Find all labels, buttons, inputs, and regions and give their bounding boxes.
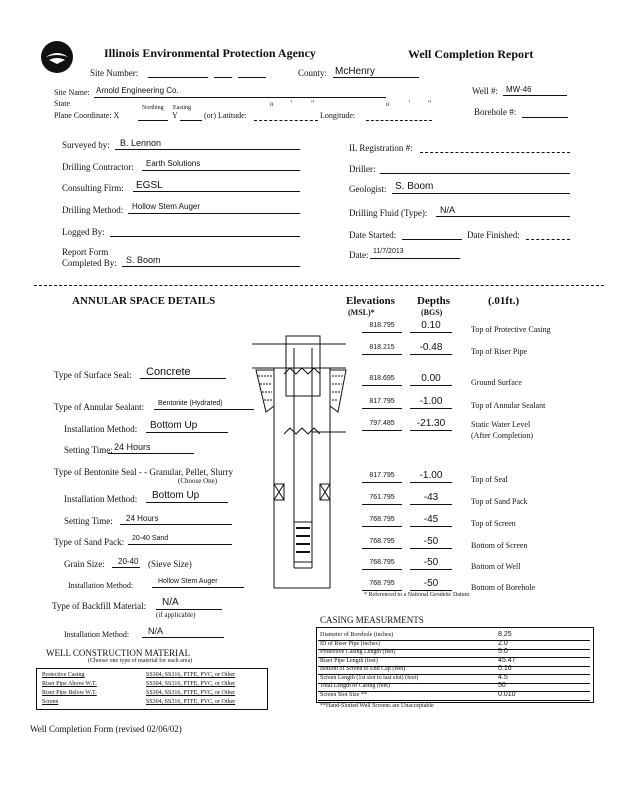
degree-mark-1: o xyxy=(270,100,274,108)
casing-row-label: Bottom of Screen to End Cap (feet) xyxy=(320,666,406,672)
elevations-sub: (MSL)* xyxy=(348,308,375,317)
install-method-value-1: Bottom Up xyxy=(150,420,198,431)
drilling-fluid-value: N/A xyxy=(440,205,456,215)
casing-row-value: 0.010 xyxy=(498,690,516,698)
row-label: Top of Seal xyxy=(471,475,508,484)
setting-time-value-2: 24 Hours xyxy=(126,514,159,523)
state-label: State xyxy=(54,99,70,108)
row-elevation: 768.795 xyxy=(369,559,395,566)
setting-time-label-1: Setting Time: xyxy=(64,445,113,455)
row-elevation: 818.215 xyxy=(369,344,395,351)
date-value: 11/7/2013 xyxy=(373,248,404,255)
footer-revision: Well Completion Form (revised 02/06/02) xyxy=(30,724,182,734)
row-label: Bottom of Well xyxy=(471,562,521,571)
row-depth: 0.10 xyxy=(421,320,441,331)
row-depth: -45 xyxy=(423,514,439,525)
row-label: Bottom of Screen xyxy=(471,541,528,550)
agency-title: Illinois Environmental Protection Agency xyxy=(104,46,316,60)
construction-subtitle: (Choose one type of material for each area) xyxy=(88,658,193,664)
row-elevation: 818.795 xyxy=(369,322,395,329)
borehole-label: Borehole #: xyxy=(474,107,517,117)
second-mark-1: " xyxy=(311,99,315,108)
row-label: Top of Annular Sealant xyxy=(471,401,546,410)
bentonite-seal-label: Type of Bentonite Seal - - Granular, Pellet, Slurry xyxy=(54,467,233,477)
drilling-contractor-label: Drilling Contractor: xyxy=(62,162,134,172)
site-name-value: Arnold Engineering Co. xyxy=(96,86,179,95)
install-method-label-1: Installation Method: xyxy=(64,424,138,434)
row-label: Bottom of Borehole xyxy=(471,583,535,592)
surveyed-by-value: B. Lennon xyxy=(120,138,162,148)
casing-row-value: 50 xyxy=(498,682,506,689)
row-elevation: 768.795 xyxy=(369,580,395,587)
row-depth: -1.00 xyxy=(419,396,443,407)
install-method-value-3: Hollow Stem Auger xyxy=(158,578,218,585)
row-label: Top of Sand Pack xyxy=(471,497,528,506)
construction-row-options: SS304, SS316, PTFE, PVC, or Other xyxy=(146,699,236,705)
row-elevation: 761.795 xyxy=(369,494,395,501)
depths-sub: (BGS) xyxy=(421,308,443,317)
y-label: Y xyxy=(172,111,178,120)
plane-coord-label: Plane Coordinate: X xyxy=(54,111,120,120)
row-label: Static Water Level xyxy=(471,420,531,429)
row-label: Top of Riser Pipe xyxy=(471,347,528,356)
row-label: Top of Protective Casing xyxy=(471,325,551,334)
or-latitude-label: (or) Latitude: xyxy=(204,111,247,120)
drilling-fluid-label: Drilling Fluid (Type): xyxy=(349,208,428,218)
report-form-label: Report Form xyxy=(62,247,109,257)
elevations-header: Elevations xyxy=(346,295,395,307)
install-method-label-4: Installation Method: xyxy=(64,630,130,639)
site-name-label: Site Name: xyxy=(54,88,90,97)
agency-logo xyxy=(40,40,74,74)
setting-time-value-1: 24 Hours xyxy=(114,442,151,452)
casing-row-value: 4.5 xyxy=(498,673,508,681)
casing-row-label: Total Length of Casing (feet) xyxy=(320,683,390,689)
grain-size-value: 20-40 xyxy=(118,557,139,566)
row-depth: 0.00 xyxy=(421,373,441,384)
row-elevation: 797.485 xyxy=(369,420,395,427)
install-method-label-3: Installation Method: xyxy=(68,581,134,590)
row-label-sub: (After Completion) xyxy=(471,431,533,440)
longitude-label: Longitude: xyxy=(320,111,356,120)
date-label: Date: xyxy=(349,250,369,260)
casing-row-label: Screen Length (1st slot to last slot) (feet) xyxy=(320,674,419,681)
casing-title: CASING MEASURMENTS xyxy=(320,615,424,625)
row-elevation: 768.795 xyxy=(369,516,395,523)
logged-by-label: Logged By: xyxy=(62,227,105,237)
drilling-method-label: Drilling Method: xyxy=(62,205,124,215)
row-label: Ground Surface xyxy=(471,378,522,387)
casing-row-value: 2.0 xyxy=(498,639,508,647)
construction-row-label: Protective Casing xyxy=(42,672,85,678)
well-label: Well #: xyxy=(472,86,499,96)
depths-header: Depths xyxy=(417,295,451,307)
row-elevation: 818.695 xyxy=(369,375,395,382)
sieve-size: (Sieve Size) xyxy=(148,559,192,569)
construction-row-label: Screen xyxy=(42,699,59,705)
degree-mark-2: o xyxy=(386,100,390,108)
consulting-firm-value: EGSL xyxy=(136,180,163,191)
casing-row-value: 0.16 xyxy=(498,665,512,672)
casing-row-value: 8.25 xyxy=(498,631,512,638)
sand-pack-label: Type of Sand Pack: xyxy=(54,537,125,547)
construction-row-label: Riser Pipe Above W.T. xyxy=(42,681,97,687)
site-number-label: Site Number: xyxy=(90,68,139,78)
backfill-label: Type of Backfill Material: xyxy=(52,601,147,611)
row-depth: -50 xyxy=(423,536,439,547)
county-value: McHenry xyxy=(335,66,376,77)
casing-row-value: 45.47 xyxy=(498,656,516,664)
datum-note: * Referenced to a National Geodetic Datum xyxy=(364,592,470,598)
construction-row-options: SS304, SS316, PTFE, PVC, or Other xyxy=(146,681,236,687)
drilling-contractor-value: Earth Solutions xyxy=(146,159,201,168)
surveyed-by-label: Surveyed by: xyxy=(62,140,110,150)
il-registration-label: IL Registration #: xyxy=(349,143,413,153)
row-elevation: 768.795 xyxy=(369,538,395,545)
grain-size-label: Grain Size: xyxy=(64,559,105,569)
setting-time-label-2: Setting Time: xyxy=(64,516,113,526)
row-depth: -0.48 xyxy=(419,342,443,353)
geologist-value: S. Boom xyxy=(395,181,434,192)
construction-title: WELL CONSTRUCTION MATERIAL xyxy=(46,648,191,658)
completed-by-value: S. Boom xyxy=(126,255,161,265)
tiny-easting: Easting xyxy=(173,105,191,111)
annular-sealant-label: Type of Annular Sealant: xyxy=(54,402,145,412)
well-value: MW-46 xyxy=(506,85,532,94)
row-depth: -1.00 xyxy=(419,470,443,481)
casing-row-label: Screen Slot Size ** xyxy=(320,691,367,698)
date-finished-label: Date Finished: xyxy=(467,230,520,240)
annular-title: ANNULAR SPACE DETAILS xyxy=(72,295,216,307)
row-label: Top of Screen xyxy=(471,519,516,528)
casing-row-label: ID of Riser Pipe (inches) xyxy=(320,640,380,647)
choose-one: (Choose One) xyxy=(178,477,218,485)
row-depth: -43 xyxy=(423,492,439,503)
second-mark-2: " xyxy=(428,99,432,108)
row-depth: -21.30 xyxy=(416,418,446,429)
construction-row-options: SS304, SS316, PTFE, PVC, or Other xyxy=(146,672,236,678)
driller-label: Driller: xyxy=(349,164,376,174)
drilling-method-value: Hollow Stem Auger xyxy=(132,202,201,211)
annular-sealant-value: Bentonite (Hydrated) xyxy=(158,400,223,407)
casing-row-label: Riser Pipe Length (feet) xyxy=(320,657,378,664)
install-method-value-2: Bottom Up xyxy=(152,490,200,501)
consulting-firm-label: Consulting Firm: xyxy=(62,183,124,193)
install-method-label-2: Installation Method: xyxy=(64,494,138,504)
row-depth: -50 xyxy=(423,557,439,568)
well-diagram xyxy=(250,318,350,608)
row-elevation: 817.795 xyxy=(369,472,395,479)
minute-mark-2: ' xyxy=(409,99,411,108)
geologist-label: Geologist: xyxy=(349,184,387,194)
county-label: County: xyxy=(298,68,328,78)
casing-row-label: Protective Casing Length (feet) xyxy=(320,649,396,655)
construction-row-options: SS304, SS316, PTFE, PVC, or Other xyxy=(146,690,236,696)
casing-row-label: Diameter of Borehole (inches) xyxy=(320,632,394,638)
report-title: Well Completion Report xyxy=(408,47,534,61)
surface-seal-label: Type of Surface Seal: xyxy=(54,370,132,380)
construction-row-label: Riser Pipe Below W.T. xyxy=(42,690,97,696)
backfill-value: N/A xyxy=(162,597,179,608)
if-applicable: (if applicable) xyxy=(156,611,196,619)
row-elevation: 817.795 xyxy=(369,398,395,405)
minute-mark-1: ' xyxy=(291,99,293,108)
row-depth: -50 xyxy=(423,578,439,589)
completed-by-label: Completed By: xyxy=(62,258,117,268)
tiny-northing: Northing xyxy=(142,105,164,111)
surface-seal-value: Concrete xyxy=(146,366,191,378)
casing-note: **Hand-Slotted Well Screens are Unacceptable xyxy=(320,703,434,709)
casing-row-value: 5.0 xyxy=(498,648,508,655)
sand-pack-value: 20-40 Sand xyxy=(132,535,169,542)
install-method-value-4: N/A xyxy=(148,626,164,636)
date-started-label: Date Started: xyxy=(349,230,397,240)
unit-header: (.01ft.) xyxy=(488,295,520,307)
